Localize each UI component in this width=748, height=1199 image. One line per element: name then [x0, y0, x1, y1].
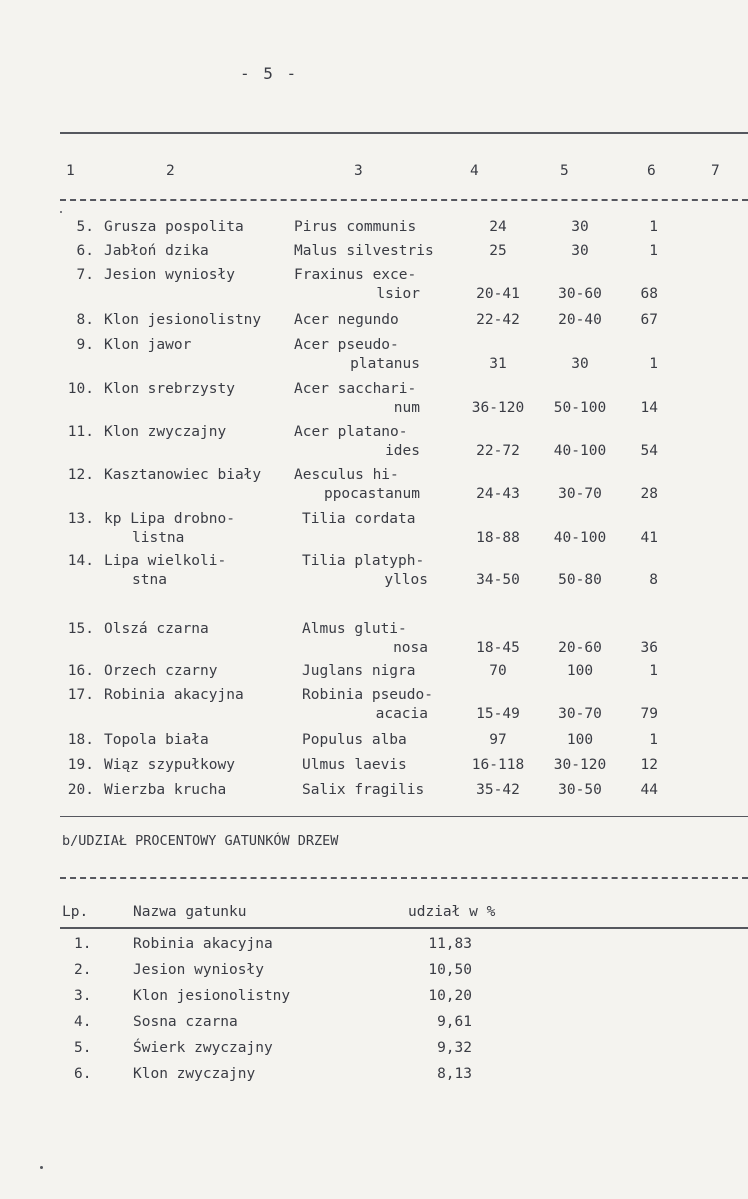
row-number: 11.	[67, 424, 94, 440]
column-4-value: 31	[489, 356, 507, 372]
species-name: Sosna czarna	[133, 1014, 238, 1030]
species-common-name: Jesion wyniosły	[104, 267, 235, 283]
row-number: 16.	[67, 663, 94, 679]
column-4-value: 22-42	[476, 312, 520, 328]
column-5-value: 30-70	[558, 486, 602, 502]
header-share-percent: udział w %	[408, 904, 496, 920]
header-species-name: Nazwa gatunku	[133, 904, 247, 920]
column-number: 6	[647, 163, 656, 179]
column-5-value: 50-80	[558, 572, 602, 588]
row-number: 9.	[76, 337, 94, 353]
species-latin-name: ides	[385, 443, 420, 459]
column-6-value: 1	[649, 243, 658, 259]
column-5-value: 30-50	[558, 782, 602, 798]
species-common-name: Orzech czarny	[104, 663, 218, 679]
species-common-name: kp Lipa drobno-	[104, 511, 235, 527]
column-number: 3	[354, 163, 363, 179]
species-name: Jesion wyniosły	[133, 962, 264, 978]
column-6-value: 12	[640, 757, 658, 773]
species-common-name: Klon zwyczajny	[104, 424, 227, 440]
column-6-value: 44	[640, 782, 658, 798]
column-4-value: 34-50	[476, 572, 520, 588]
species-name: Świerk zwyczajny	[133, 1040, 273, 1056]
column-4-value: 24	[489, 219, 507, 235]
row-number: 13.	[67, 511, 94, 527]
species-latin-name: Salix fragilis	[302, 782, 425, 798]
share-percent: 10,20	[428, 988, 472, 1004]
species-latin-name: Tilia platyph-	[302, 553, 425, 569]
share-percent: 9,32	[437, 1040, 472, 1056]
column-6-value: 14	[640, 400, 658, 416]
species-latin-name: acacia	[375, 706, 428, 722]
species-latin-name: Acer pseudo-	[294, 337, 399, 353]
column-5-value: 20-60	[558, 640, 602, 656]
row-number: 7.	[76, 267, 94, 283]
row-lp: 2.	[74, 962, 92, 978]
column-4-value: 16-118	[471, 757, 525, 773]
species-latin-name: lsior	[376, 286, 420, 302]
row-number: 20.	[67, 782, 94, 798]
species-latin-name: Tilia cordata	[302, 511, 416, 527]
row-number: 12.	[67, 467, 94, 483]
row-lp: 5.	[74, 1040, 92, 1056]
row-number: 8.	[76, 312, 94, 328]
species-common-name: Klon srebrzysty	[104, 381, 235, 397]
share-percent: 10,50	[428, 962, 472, 978]
species-common-name: listna	[132, 530, 185, 546]
species-latin-name: yllos	[384, 572, 428, 588]
column-number: 2	[166, 163, 175, 179]
column-6-value: 28	[640, 486, 658, 502]
species-common-name: Klon jesionolistny	[104, 312, 262, 328]
species-common-name: Topola biała	[104, 732, 209, 748]
species-common-name: Robinia akacyjna	[104, 687, 244, 703]
column-5-value: 30	[571, 356, 589, 372]
column-6-value: 68	[640, 286, 658, 302]
column-4-value: 15-49	[476, 706, 520, 722]
column-5-value: 30-70	[558, 706, 602, 722]
species-latin-name: Malus silvestris	[294, 243, 434, 259]
row-lp: 1.	[74, 936, 92, 952]
row-number: 5.	[76, 219, 94, 235]
column-5-value: 20-40	[558, 312, 602, 328]
species-common-name: Olszá czarna	[104, 621, 209, 637]
species-latin-name: Acer sacchari-	[294, 381, 417, 397]
species-latin-name: Acer negundo	[294, 312, 399, 328]
species-common-name: Grusza pospolita	[104, 219, 244, 235]
share-percent: 9,61	[437, 1014, 472, 1030]
species-common-name: Kasztanowiec biały	[104, 467, 262, 483]
column-4-value: 25	[489, 243, 507, 259]
row-number: 6.	[76, 243, 94, 259]
column-6-value: 8	[649, 572, 658, 588]
column-5-value: 100	[566, 732, 594, 748]
column-number: 4	[470, 163, 479, 179]
species-name: Klon zwyczajny	[133, 1066, 256, 1082]
table-bottom-rule	[60, 816, 748, 817]
row-number: 15.	[67, 621, 94, 637]
column-6-value: 54	[640, 443, 658, 459]
row-number: 14.	[67, 553, 94, 569]
table-b-top-rule	[60, 877, 748, 879]
column-4-value: 18-88	[476, 530, 520, 546]
column-6-value: 1	[649, 663, 658, 679]
species-latin-name: platanus	[350, 356, 420, 372]
species-common-name: Jabłoń dzika	[104, 243, 209, 259]
column-4-value: 97	[489, 732, 507, 748]
row-lp: 3.	[74, 988, 92, 1004]
column-6-value: 1	[649, 356, 658, 372]
row-number: 19.	[67, 757, 94, 773]
column-4-value: 22-72	[476, 443, 520, 459]
column-4-value: 18-45	[476, 640, 520, 656]
species-common-name: Lipa wielkoli-	[104, 553, 227, 569]
species-latin-name: ppocastanum	[323, 486, 420, 502]
species-latin-name: Aesculus hi-	[294, 467, 399, 483]
column-5-value: 40-100	[553, 530, 607, 546]
share-percent: 11,83	[428, 936, 472, 952]
column-4-value: 24-43	[476, 486, 520, 502]
header-rule	[60, 199, 748, 201]
row-lp: 6.	[74, 1066, 92, 1082]
column-5-value: 40-100	[553, 443, 607, 459]
species-latin-name: Almus gluti-	[302, 621, 407, 637]
row-number: 17.	[67, 687, 94, 703]
column-6-value: 1	[649, 219, 658, 235]
column-5-value: 30-120	[553, 757, 607, 773]
column-6-value: 67	[640, 312, 658, 328]
page-number: - 5 -	[240, 64, 299, 83]
column-5-value: 30-60	[558, 286, 602, 302]
species-common-name: Wierzba krucha	[104, 782, 227, 798]
header-lp: Lp.	[62, 904, 89, 920]
species-common-name: Klon jawor	[104, 337, 192, 353]
species-latin-name: Juglans nigra	[302, 663, 416, 679]
species-latin-name: Ulmus laevis	[302, 757, 407, 773]
species-latin-name: Acer platano-	[294, 424, 408, 440]
species-latin-name: nosa	[393, 640, 428, 656]
column-6-value: 36	[640, 640, 658, 656]
column-5-value: 30	[571, 243, 589, 259]
column-5-value: 30	[571, 219, 589, 235]
column-5-value: 50-100	[553, 400, 607, 416]
column-6-value: 1	[649, 732, 658, 748]
share-percent: 8,13	[437, 1066, 472, 1082]
species-latin-name: Robinia pseudo-	[302, 687, 433, 703]
table-b-header-rule	[60, 927, 748, 929]
species-latin-name: Fraxinus exce-	[294, 267, 417, 283]
species-latin-name: num	[393, 400, 420, 416]
species-name: Robinia akacyjna	[133, 936, 273, 952]
ink-speck	[40, 1166, 43, 1169]
species-latin-name: Populus alba	[302, 732, 407, 748]
column-4-value: 36-120	[471, 400, 525, 416]
column-number: 7	[711, 163, 720, 179]
row-number: 18.	[67, 732, 94, 748]
column-6-value: 79	[640, 706, 658, 722]
ink-speck	[60, 211, 62, 213]
species-name: Klon jesionolistny	[133, 988, 291, 1004]
species-common-name: stna	[132, 572, 167, 588]
species-latin-name: Pirus communis	[294, 219, 417, 235]
row-lp: 4.	[74, 1014, 92, 1030]
column-number: 1	[66, 163, 75, 179]
column-6-value: 41	[640, 530, 658, 546]
column-number: 5	[560, 163, 569, 179]
column-4-value: 20-41	[476, 286, 520, 302]
row-number: 10.	[67, 381, 94, 397]
column-4-value: 70	[489, 663, 507, 679]
species-common-name: Wiąz szypułkowy	[104, 757, 235, 773]
table-top-rule	[60, 132, 748, 134]
column-5-value: 100	[566, 663, 594, 679]
column-4-value: 35-42	[476, 782, 520, 798]
section-b-title: b/UDZIAŁ PROCENTOWY GATUNKÓW DRZEW	[62, 833, 339, 849]
